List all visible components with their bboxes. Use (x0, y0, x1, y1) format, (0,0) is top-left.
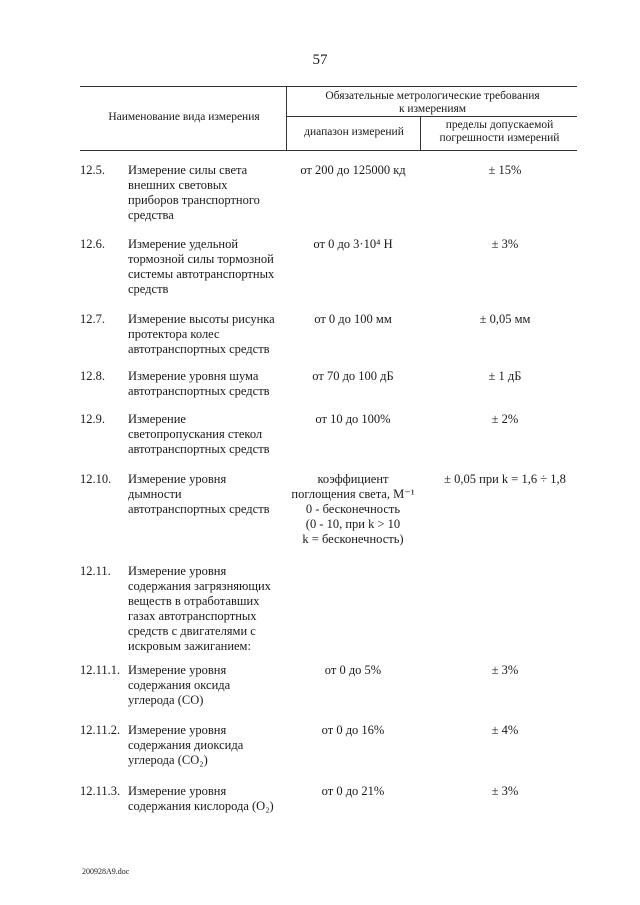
measurement-tolerance (432, 412, 578, 427)
row-number: 12.11.3. (80, 784, 121, 798)
measurement-range-line: от 70 до 100 дБ (312, 369, 394, 383)
measurement-tolerance (432, 784, 578, 799)
measurement-name (128, 723, 288, 768)
measurement-tolerance-line: ± 2% (491, 412, 519, 426)
measurement-range-line: коэффициент (317, 472, 389, 486)
measurement-name (128, 663, 288, 708)
measurement-name (128, 472, 288, 517)
header-tolerance-column (422, 119, 577, 145)
measurement-name-line: протектора колес (128, 327, 220, 341)
header-divider-2 (420, 116, 421, 150)
measurement-range (288, 163, 418, 178)
header-top-rule (80, 86, 577, 87)
measurement-tolerance-line: ± 3% (491, 784, 519, 798)
measurement-name-line: автотранспортных средств (128, 502, 270, 516)
measurement-name-line: тормозной силы тормозной (128, 252, 274, 266)
measurement-name-line: автотранспортных средств (128, 384, 270, 398)
measurement-name (128, 369, 288, 399)
measurement-tolerance-line: ± 1 дБ (488, 369, 522, 383)
measurement-name-line: содержания загрязняющих (128, 579, 271, 593)
measurement-range (288, 723, 418, 738)
row-number: 12.8. (80, 369, 105, 383)
header-tolerance-line: пределы допускаемой (445, 119, 554, 131)
row-number: 12.6. (80, 237, 105, 251)
measurement-tolerance-line: ± 15% (488, 163, 522, 177)
measurement-range-line: от 200 до 125000 кд (300, 163, 406, 177)
measurement-name-line: внешних световых (128, 178, 228, 192)
measurement-name (128, 312, 288, 357)
measurement-name (128, 237, 288, 297)
measurement-range (288, 472, 418, 547)
header-group-line: к измерениям (398, 103, 467, 115)
measurement-range-line: поглощения света, М⁻¹ (291, 487, 415, 501)
measurement-name-line: средств с двигателями с (128, 624, 256, 638)
measurement-tolerance (432, 472, 578, 487)
measurement-range-line: от 0 до 3·10⁴ Н (313, 237, 393, 251)
measurement-tolerance (432, 163, 578, 178)
measurement-name-line: Измерение уровня (128, 472, 227, 486)
row-number: 12.11.2. (80, 723, 121, 737)
header-divider-1 (286, 86, 287, 150)
measurement-name-line: содержания кислорода (О₂) (128, 799, 274, 813)
measurement-tolerance (432, 723, 578, 738)
measurement-tolerance-line: ± 0,05 мм (479, 312, 531, 326)
header-name-column: Наименование вида измерения (108, 111, 260, 123)
header-group-line: Обязательные метрологические требования (325, 90, 540, 102)
measurement-range-line: k = бесконечность) (302, 532, 404, 546)
measurement-range-line: (0 - 10, при k > 10 (305, 517, 401, 531)
measurement-name-line: Измерение уровня (128, 663, 227, 677)
measurement-tolerance-line: ± 3% (491, 237, 519, 251)
measurement-tolerance (432, 663, 578, 678)
measurement-range (288, 237, 418, 252)
measurement-range-line: от 10 до 100% (315, 412, 391, 426)
row-number: 12.10. (80, 472, 112, 486)
measurement-name-line: автотранспортных средств (128, 342, 270, 356)
measurement-range-line: от 0 до 100 мм (314, 312, 392, 326)
measurement-range (288, 663, 418, 678)
row-number: 12.5. (80, 163, 105, 177)
measurement-name-line: системы автотранспортных (128, 267, 275, 281)
measurement-name (128, 412, 288, 457)
measurement-name-line: содержания диоксида (128, 738, 244, 752)
measurement-name-line: Измерение высоты рисунка (128, 312, 275, 326)
measurement-tolerance (432, 369, 578, 384)
measurement-name (128, 163, 288, 223)
measurement-name-line: искровым зажиганием: (128, 639, 251, 653)
measurement-name-line: средств (128, 282, 169, 296)
measurement-name (128, 564, 288, 654)
measurement-name-line: газах автотранспортных (128, 609, 257, 623)
measurement-range (288, 369, 418, 384)
row-number: 12.11.1. (80, 663, 121, 677)
measurement-tolerance-line: ± 4% (491, 723, 519, 737)
measurement-name-line: средства (128, 208, 174, 222)
footer-filename: 200928A9.doc (82, 867, 130, 876)
measurement-name-line: углерода (СО₂) (128, 753, 208, 767)
measurement-range (288, 784, 418, 799)
measurement-name-line: веществ в отработавших (128, 594, 260, 608)
measurement-name-line: Измерение уровня (128, 564, 227, 578)
page-number: 57 (312, 52, 328, 68)
header-mid-rule (286, 116, 577, 117)
measurement-range-line: от 0 до 21% (321, 784, 385, 798)
measurement-name (128, 784, 288, 814)
header-bottom-rule (80, 150, 577, 151)
measurement-range-line: 0 - бесконечность (305, 502, 401, 516)
measurement-tolerance-line: ± 3% (491, 663, 519, 677)
measurement-name-line: светопропускания стекол (128, 427, 263, 441)
measurement-name-line: Измерение уровня (128, 784, 227, 798)
measurement-name-line: Измерение уровня (128, 723, 227, 737)
measurement-tolerance (432, 312, 578, 327)
measurement-name-line: автотранспортных средств (128, 442, 270, 456)
measurement-range-line: от 0 до 16% (321, 723, 385, 737)
measurement-name-line: содержания оксида (128, 678, 231, 692)
row-number: 12.9. (80, 412, 105, 426)
row-number: 12.11. (80, 564, 111, 578)
measurement-name-line: Измерение силы света (128, 163, 248, 177)
measurement-name-line: углерода (СО) (128, 693, 204, 707)
measurement-tolerance (432, 237, 578, 252)
row-number: 12.7. (80, 312, 105, 326)
header-range-column: диапазон измерений (304, 126, 404, 138)
measurement-range (288, 412, 418, 427)
measurement-name-line: Измерение (128, 412, 186, 426)
measurement-name-line: Измерение удельной (128, 237, 239, 251)
measurement-range (288, 312, 418, 327)
measurement-range-line: от 0 до 5% (324, 663, 382, 677)
measurement-name-line: дымности (128, 487, 182, 501)
header-tolerance-line: погрешности измерений (439, 132, 560, 144)
header-group-title (288, 90, 577, 116)
measurement-tolerance-line: ± 0,05 при k = 1,6 ÷ 1,8 (444, 472, 566, 486)
measurement-name-line: Измерение уровня шума (128, 369, 259, 383)
measurement-name-line: приборов транспортного (128, 193, 260, 207)
